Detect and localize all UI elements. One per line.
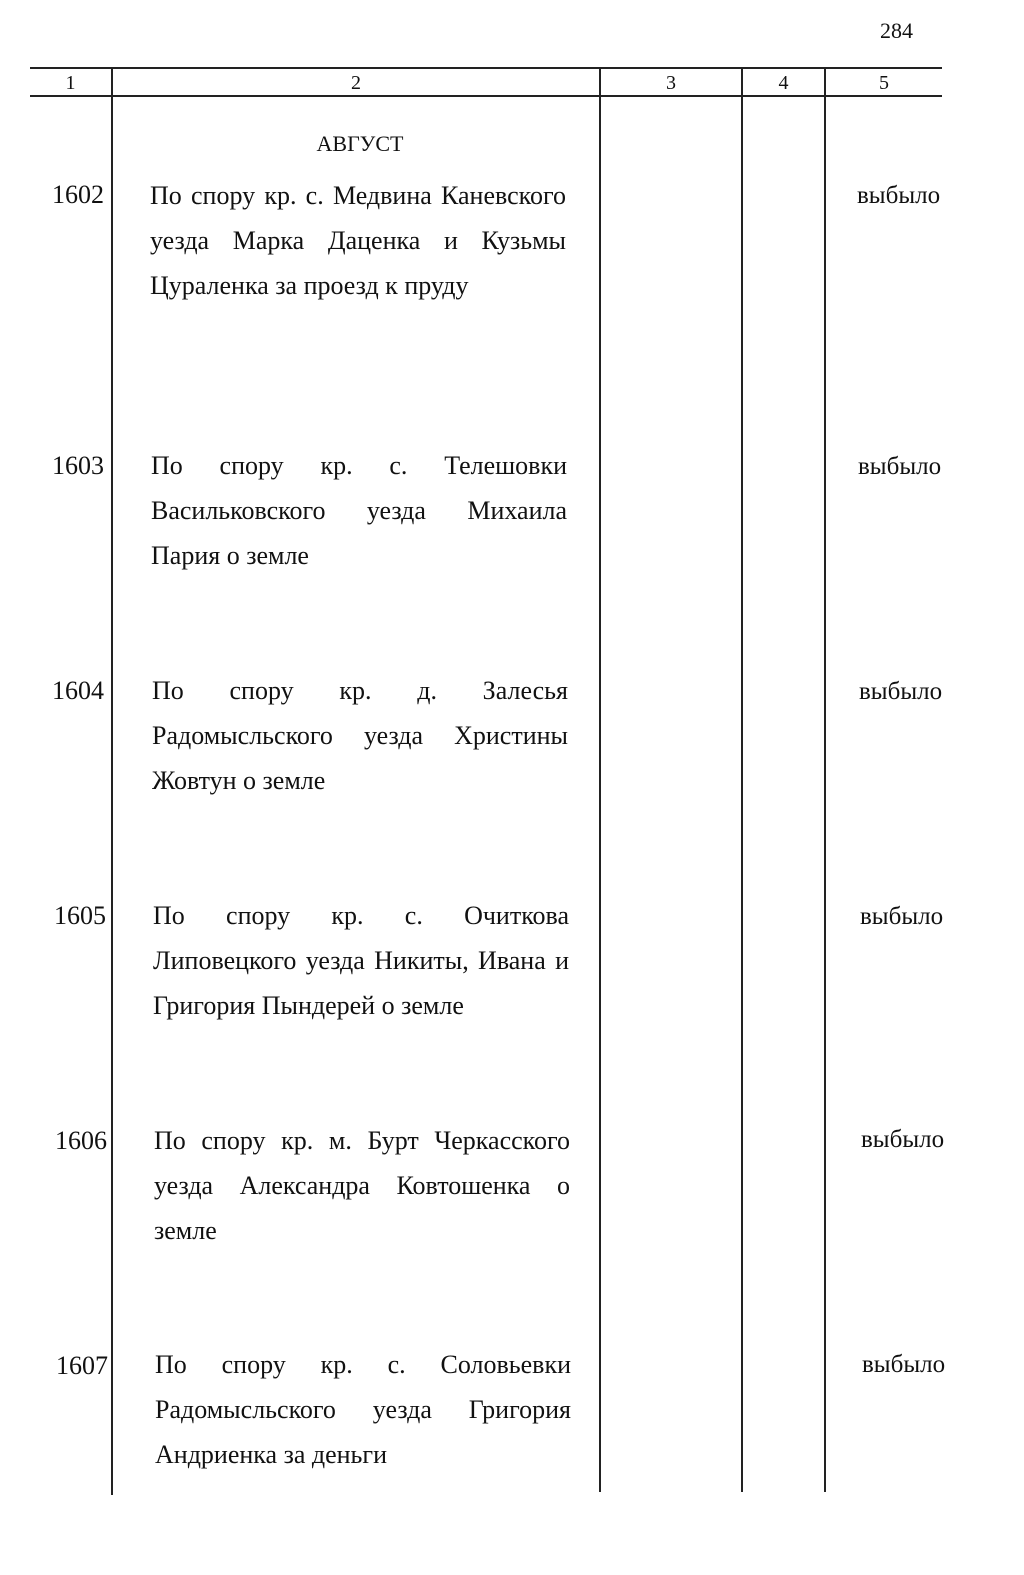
column-header-1: 1 xyxy=(65,72,76,94)
entry-status: выбыло xyxy=(861,1126,945,1153)
entry-status: выбыло xyxy=(859,678,943,705)
column-header-5: 5 xyxy=(879,72,889,94)
page-number: 284 xyxy=(880,18,913,43)
entry-status: выбыло xyxy=(860,903,944,930)
entry-description: По спору кр. с. Медвина Каневского уезда Марка Даценка и Кузьмы Цураленка за проезд к пруду xyxy=(150,181,566,300)
entry-description: По спору кр. д. Залесья Радомысльского уезда Христины Жовтун о земле xyxy=(152,676,568,795)
entry-number: 1602 xyxy=(52,180,104,209)
entry-description: По спору кр. м. Бурт Черкасского уезда Александра Ковтошенка о земле xyxy=(154,1126,570,1245)
entry-status: выбыло xyxy=(862,1351,946,1378)
entry-description: По спору кр. с. Соловьевки Радомысльского уезда Григория Андриенка за деньги xyxy=(155,1350,571,1469)
entry-description: По спору кр. с. Телешовки Васильковского уезда Михаила Пария о земле xyxy=(151,451,567,570)
entry-number: 1605 xyxy=(54,901,106,930)
column-divider xyxy=(111,67,113,1495)
month-heading: АВГУСТ xyxy=(316,131,404,156)
table-top-rule xyxy=(30,67,942,69)
column-header-2: 2 xyxy=(351,72,361,94)
entry-description: По спору кр. с. Очиткова Липовецкого уезда Никиты, Ивана и Григория Пындерей о земле xyxy=(153,901,569,1020)
column-header-4: 4 xyxy=(778,72,789,94)
header-bottom-rule xyxy=(30,95,942,97)
column-divider xyxy=(741,67,743,1492)
column-divider xyxy=(599,67,601,1492)
column-divider xyxy=(824,67,826,1492)
entry-number: 1603 xyxy=(52,451,104,480)
entry-status: выбыло xyxy=(858,453,942,480)
entry-number: 1604 xyxy=(52,676,104,705)
column-header-3: 3 xyxy=(666,72,676,94)
entry-number: 1606 xyxy=(55,1126,107,1155)
entry-number: 1607 xyxy=(56,1351,108,1380)
entry-status: выбыло xyxy=(857,182,941,209)
